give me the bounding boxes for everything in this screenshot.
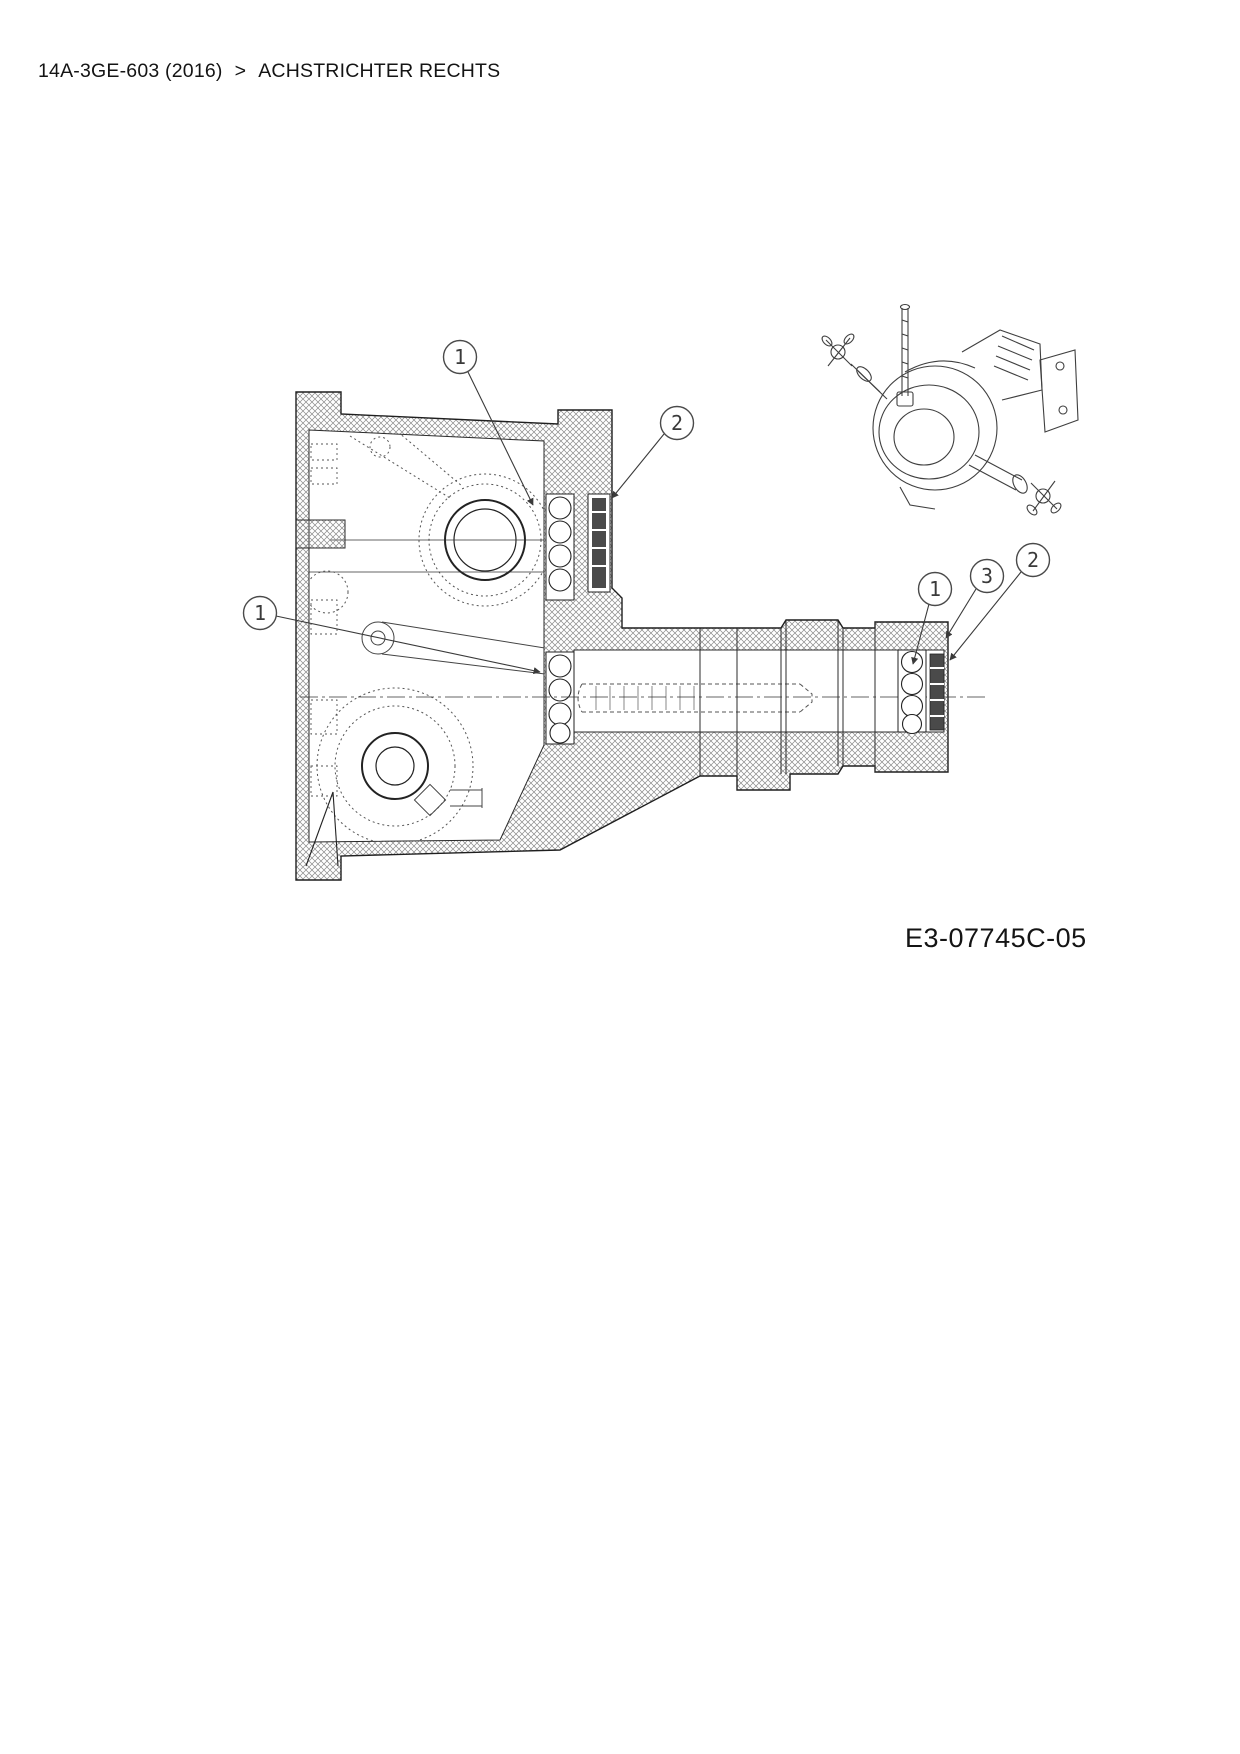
transaxle-thumbnail bbox=[820, 305, 1078, 517]
upper-bearing bbox=[546, 494, 574, 600]
axle-housing-section bbox=[296, 392, 988, 880]
axle-tube-bore bbox=[574, 650, 944, 732]
callout-1-left-label: 1 bbox=[253, 601, 267, 625]
housing-cavity bbox=[309, 430, 544, 842]
callout-2-right-label: 2 bbox=[1026, 548, 1040, 572]
callout-2-right bbox=[950, 544, 1050, 661]
outer-seal bbox=[930, 654, 944, 730]
flange-boss bbox=[296, 520, 345, 548]
callout-3-right bbox=[946, 560, 1004, 639]
outer-bearing bbox=[898, 650, 926, 734]
callout-2-top bbox=[612, 407, 694, 499]
callout-1-top-label: 1 bbox=[453, 345, 467, 369]
upper-seal bbox=[588, 494, 610, 592]
breadcrumb-model: 14A-3GE-603 (2016) bbox=[38, 60, 223, 82]
callout-3-right-label: 3 bbox=[980, 564, 994, 588]
callout-1-right-label: 1 bbox=[928, 577, 942, 601]
breadcrumb-separator: > bbox=[234, 60, 247, 82]
diagram-code: E3-07745C-05 bbox=[905, 923, 1087, 953]
callout-2-top-label: 2 bbox=[670, 411, 684, 435]
tube-root-bearing bbox=[546, 652, 574, 744]
breadcrumb-section: ACHSTRICHTER RECHTS bbox=[258, 60, 501, 82]
